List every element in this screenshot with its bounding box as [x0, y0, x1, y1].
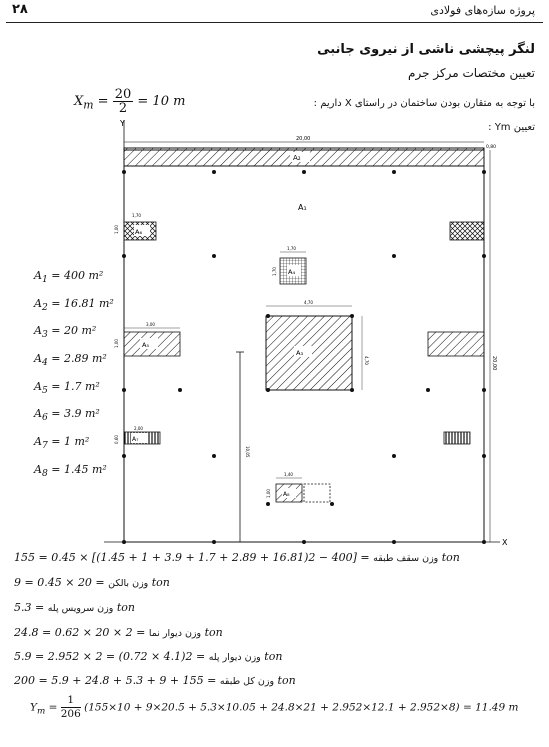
calc-label: وزن بالکن: [108, 578, 149, 589]
label-a2: A₂: [293, 154, 301, 162]
label-a5: A₅: [142, 341, 150, 349]
y-axis-label: Y: [120, 119, 125, 128]
dim-a6-h: 1,00: [114, 225, 119, 234]
area-a5-right: [428, 332, 484, 356]
calc-line: [14, 674, 296, 687]
area-a7-right: [444, 432, 470, 444]
dim-a7-w: 2,00: [134, 426, 143, 431]
xm-formula: $X_m$ = $\frac{20}{2}$ = 10 m: [74, 87, 186, 116]
calc-expr: = 155 + 9 + 5.3 + 24.8 + 5.9 = 200 ton: [14, 674, 296, 687]
label-a7: A₇: [132, 436, 139, 443]
ym-formula: $Y_m$ = $\frac{1}{206}$ (155×10 + 9×20.5 + 5.3×10.05 + 24.8×21 + 2.952×12.1 + 2.952×8) = 11.49 m: [30, 694, 519, 720]
calc-expr: = 2 × 20 × 0.62 = 24.8 ton: [14, 626, 223, 639]
calc-line: [14, 650, 282, 663]
dim-a3-w: 4,70: [304, 300, 313, 305]
dim-a8-h: 1,00: [266, 489, 271, 498]
area-item: $A_4 = 2.89$ m²: [34, 352, 107, 369]
dim-a5-h: 1,00: [114, 339, 119, 348]
dim-a6-w: 1,70: [132, 213, 141, 218]
area-item: $A_7 = 1$ m²: [34, 435, 90, 452]
calc-label: وزن دیوار نما: [148, 628, 202, 639]
section-title: لنگر پیچشی ناشی از نیروی جانبی: [317, 42, 535, 57]
symmetry-note: با توجه به متقارن بودن ساختمان در راستای X داریم :: [313, 98, 535, 109]
calc-expr: = 5.3 ton: [14, 601, 135, 614]
area-a6-right: [450, 222, 484, 240]
dim-a7-h: 0,60: [114, 435, 119, 444]
dim-stair: 10,05: [245, 446, 250, 458]
label-a4: A₄: [288, 268, 296, 276]
calc-expr: = 20 × 0.45 = 9 ton: [14, 576, 170, 589]
section-subtitle: تعیین مختصات مرکز جرم: [408, 66, 535, 80]
area-item: $A_5 = 1.7$ m²: [34, 379, 100, 396]
ym-heading: تعیین Ym :: [488, 122, 535, 133]
label-a8: A₈: [283, 491, 290, 498]
area-a8-dashed: [304, 484, 330, 502]
dim-width: 20,00: [296, 136, 311, 142]
calc-line: [14, 601, 135, 614]
dim-height: 20,00: [491, 356, 497, 371]
page-number: ۲۸: [12, 2, 28, 17]
dim-small-top: 0,80: [486, 145, 497, 150]
dim-a8-w: 1,40: [284, 472, 293, 477]
calc-label: وزن سرویس پله: [47, 603, 114, 614]
floor-plan: [100, 116, 520, 546]
dim-a5-w: 3,00: [146, 322, 155, 327]
area-item: $A_3 = 20$ m²: [34, 324, 97, 341]
calc-label: وزن کل طبقه: [219, 676, 275, 687]
area-item: $A_1 = 400$ m²: [34, 269, 104, 286]
label-a1: A₁: [298, 203, 307, 212]
area-item: $A_2 = 16.81$ m²: [34, 296, 114, 313]
calc-label: وزن دیوار پله: [208, 652, 261, 663]
label-a3: A₃: [296, 349, 304, 357]
calc-label: وزن سقف طبقه: [373, 553, 439, 564]
calc-line: [14, 576, 170, 589]
calc-expr: = [400 − 2(16.81 + 2.89 + 1.7 + 3.9 + 1 + 1.45)] × 0.45 = 155 ton: [14, 551, 460, 564]
areas-list: [34, 264, 114, 486]
calc-expr: = 2(4.1 × 0.72) = 2 × 2.952 = 5.9 ton: [14, 650, 283, 663]
dim-a3-h: 4,70: [364, 356, 369, 365]
label-a6: A₆: [135, 228, 143, 236]
dim-a4-h: 1,70: [272, 267, 277, 276]
area-item: $A_8 = 1.45$ m²: [34, 462, 107, 479]
x-axis-label: X: [502, 538, 508, 546]
calc-line: [14, 626, 223, 639]
dim-a4-w: 1,70: [287, 246, 296, 251]
book-title: پروژه سازه‌های فولادی: [430, 4, 535, 17]
area-item: $A_6 = 3.9$ m²: [34, 407, 100, 424]
calc-line: [14, 551, 460, 564]
